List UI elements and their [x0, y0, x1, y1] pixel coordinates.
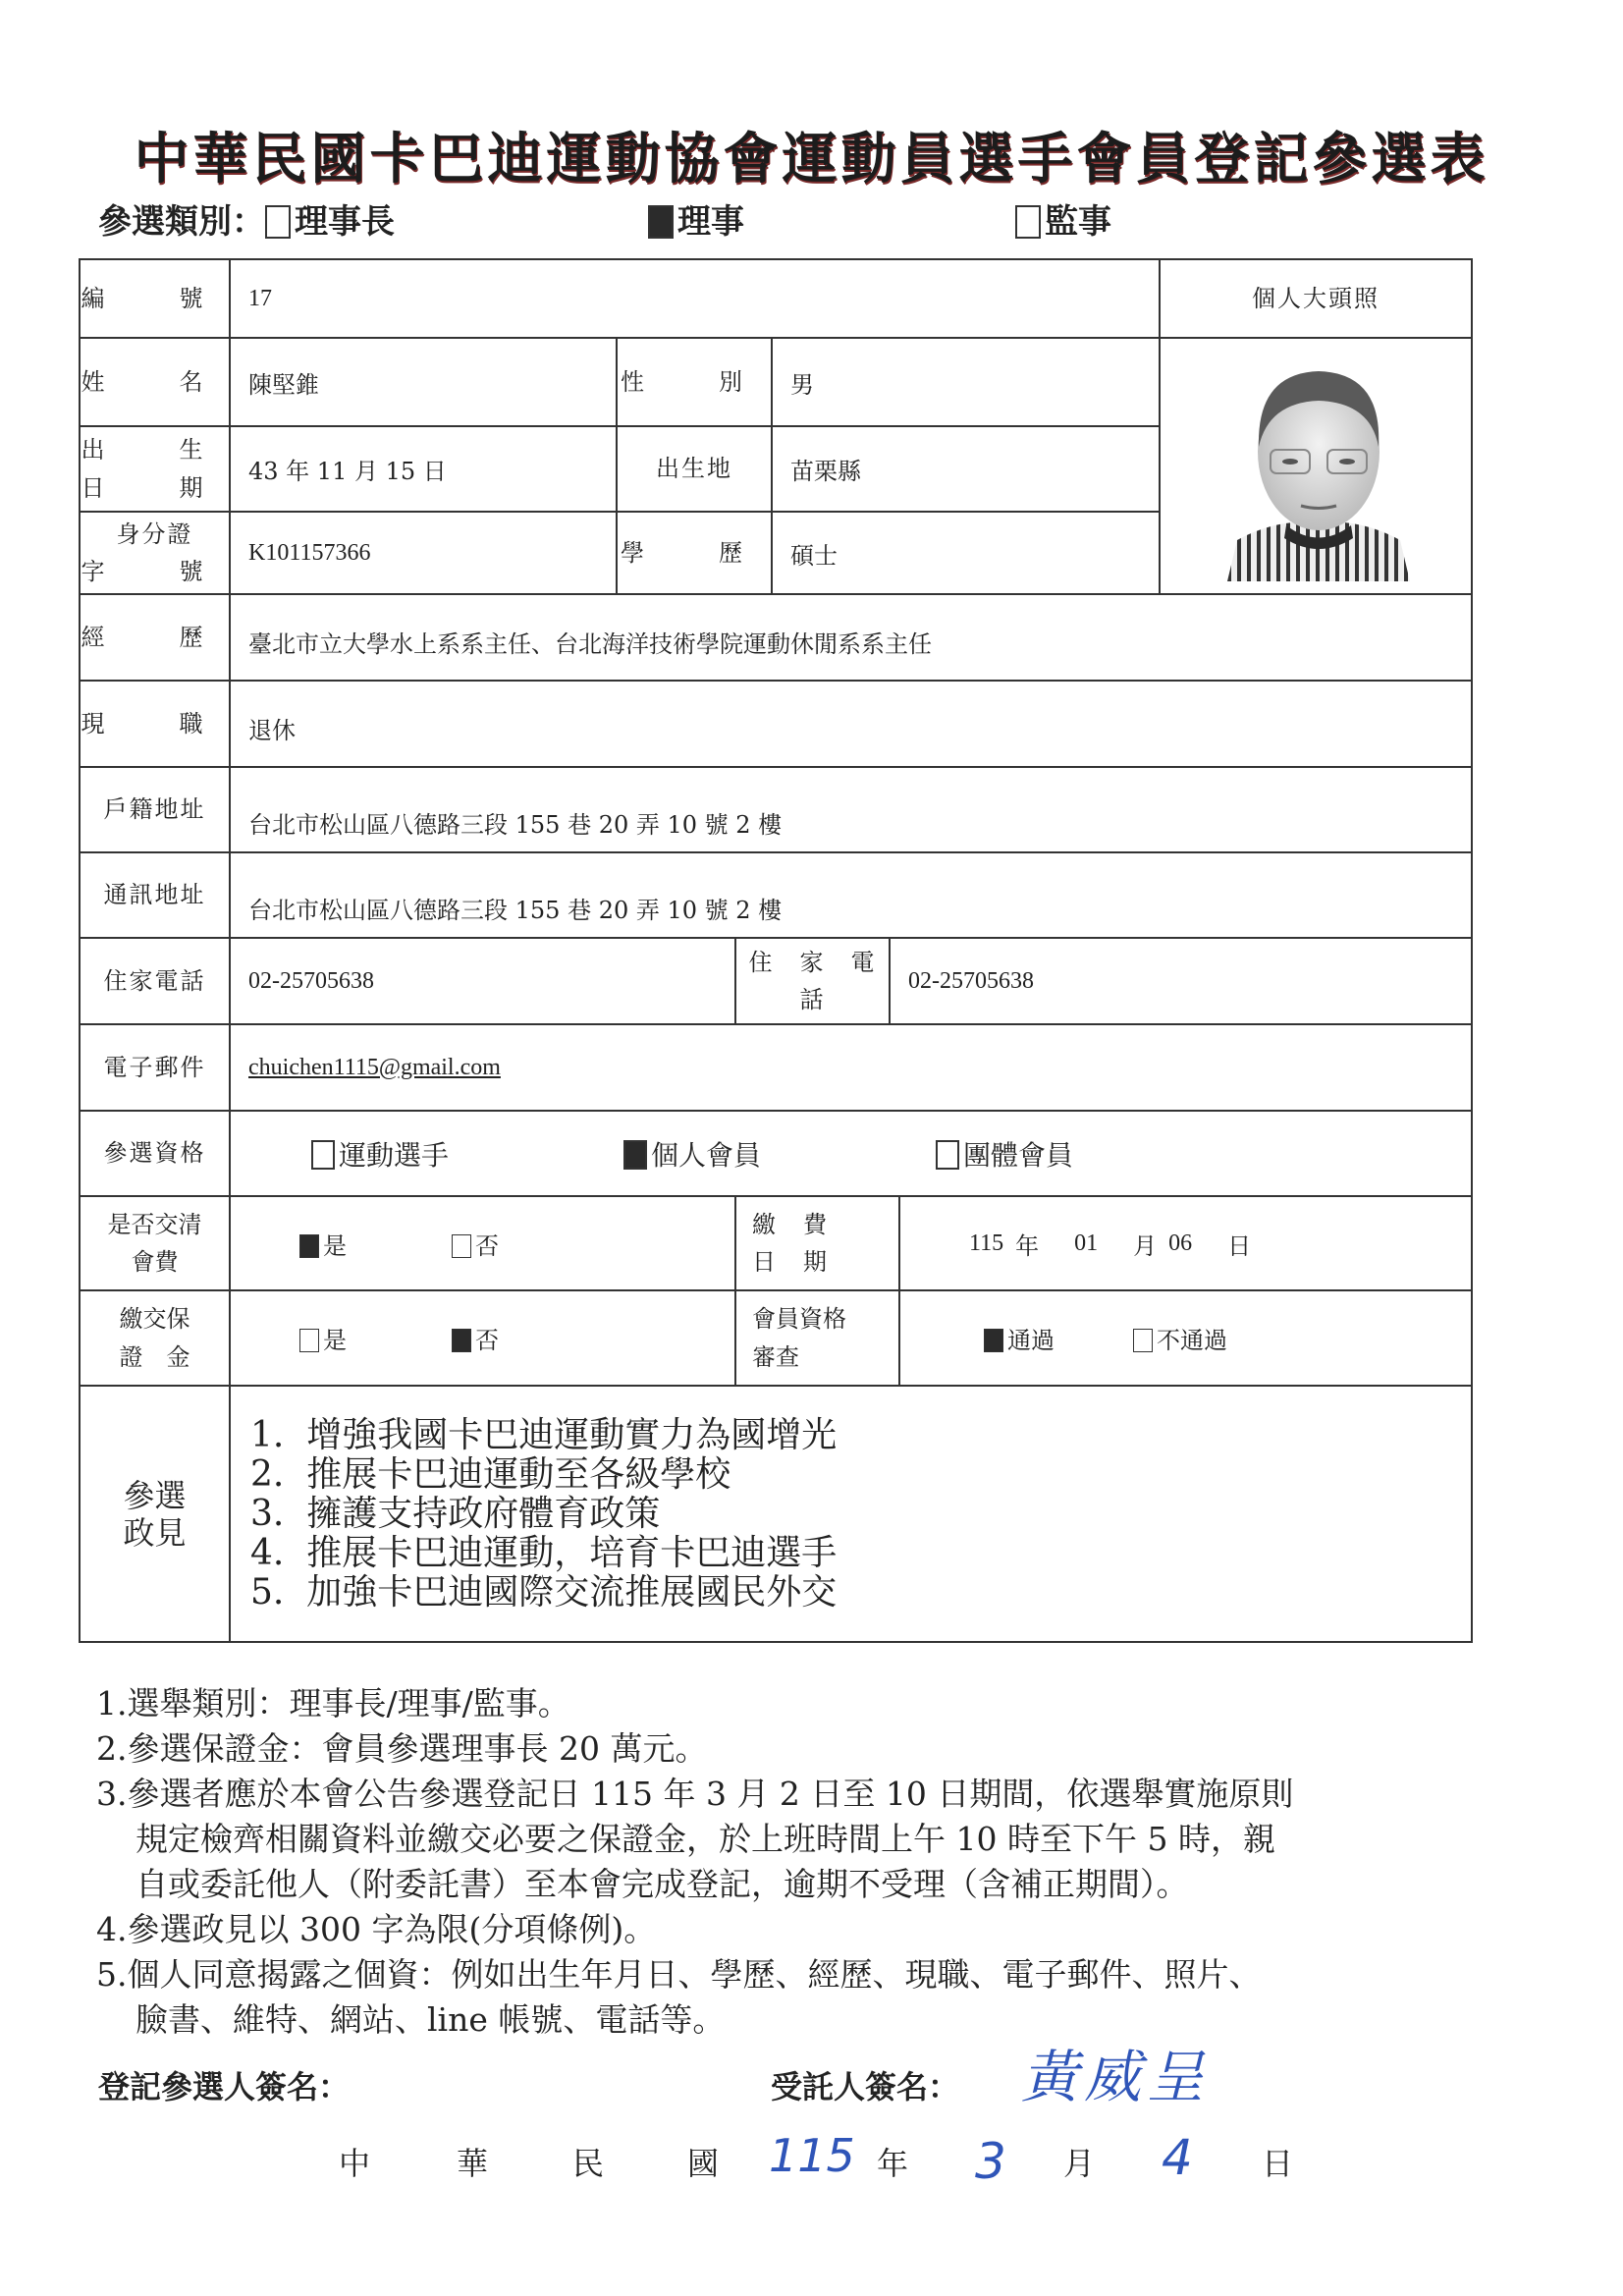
qualification-options — [231, 1112, 1471, 1195]
fees-paid-no: 否 — [452, 1227, 499, 1261]
email-cell — [231, 1025, 1471, 1110]
note-item: 5.個人同意揭露之個資：例如出生年月日、學歷、經歷、現職、電子郵件、照片、 — [96, 1955, 1262, 1994]
checkbox-deposit-no[interactable] — [452, 1329, 471, 1352]
note-item: 4.參選政見以 300 字為限(分項條例)。 — [96, 1910, 657, 1948]
platform-item: 4. 推展卡巴迪運動，培育卡巴迪選手 — [250, 1532, 838, 1573]
note-item: 規定檢齊相關資料並繳交必要之保證金，於上班時間上午 10 時至下午 5 時，親 — [135, 1820, 1275, 1858]
qualification-option-individual: 個人會員 — [623, 1134, 761, 1174]
candidate-signature-field[interactable] — [393, 2057, 687, 2097]
payment-date-label: 繳 費 日 期 — [752, 1210, 829, 1276]
registered-address-label: 戶籍地址 — [103, 795, 206, 824]
option-director-label: 理事 — [677, 202, 744, 242]
checkbox-chairman[interactable] — [265, 205, 291, 239]
fees-paid-options — [231, 1197, 734, 1289]
qualification-label: 參選資格 — [103, 1139, 206, 1168]
candidate-photo — [1217, 354, 1420, 581]
proxy-signature[interactable]: 黃威呈 — [1021, 2044, 1211, 2110]
home-phone2-value: 02-25705638 — [908, 967, 1034, 994]
membership-review-label: 會員資格 審查 — [752, 1305, 846, 1371]
experience-value: 臺北市立大學水上系系主任、台北海洋技術學院運動休閒系系主任 — [248, 630, 932, 658]
email-link[interactable]: chuichen1115@gmail.com — [248, 1054, 501, 1080]
review-pass: 通過 — [984, 1321, 1055, 1355]
mailing-address-label: 通訊地址 — [103, 881, 206, 909]
name-label: 姓 名 — [81, 367, 229, 396]
qualification-option-group: 團體會員 — [936, 1134, 1073, 1174]
category-option-director — [648, 194, 744, 243]
number-label: 編 號 — [81, 284, 229, 312]
candidate-signature-label: 登記參選人簽名： — [98, 2068, 351, 2105]
date-era-3: 民 — [572, 2145, 605, 2182]
date-era-4: 國 — [687, 2145, 720, 2182]
note-item: 1.選舉類別：理事長/理事/監事。 — [96, 1684, 570, 1722]
experience-label: 經 歷 — [81, 623, 229, 651]
birth-place-label: 出生地 — [656, 455, 732, 483]
checkbox-athlete[interactable] — [311, 1140, 335, 1170]
birth-place-value: 苗栗縣 — [790, 458, 861, 485]
email-label: 電子郵件 — [103, 1053, 206, 1081]
platform-label: 參選 政見 — [123, 1476, 187, 1552]
gender-value: 男 — [790, 370, 814, 399]
deposit-paid-options — [231, 1291, 734, 1385]
date-year-unit: 年 — [877, 2145, 909, 2182]
payment-date-value: 115 年 01 月 06 日 — [969, 1230, 1252, 1260]
deposit-paid-yes: 是 — [299, 1321, 347, 1355]
deposit-paid-label: 繳交保 證 金 — [119, 1305, 190, 1371]
registered-address-value: 台北市松山區八德路三段 155 巷 20 弄 10 號 2 樓 — [248, 811, 783, 839]
review-fail: 不通過 — [1133, 1321, 1227, 1355]
note-item: 臉書、維特、網站、line 帳號、電話等。 — [135, 2000, 726, 2039]
date-day-handwritten[interactable]: 4 — [1162, 2129, 1193, 2186]
education-label: 學 歷 — [621, 538, 768, 567]
photo-label: 個人大頭照 — [1252, 284, 1380, 312]
form-title: 中華民國卡巴迪運動協會運動員選手會員登記參選表 — [134, 127, 1489, 191]
date-day-unit: 日 — [1262, 2145, 1294, 2182]
note-item: 2.參選保證金：會員參選理事長 20 萬元。 — [96, 1729, 708, 1768]
date-month-handwritten[interactable]: 3 — [975, 2133, 1006, 2190]
proxy-signature-label: 受託人簽名： — [771, 2068, 960, 2105]
date-year-handwritten[interactable]: 115 — [769, 2129, 855, 2182]
birth-date-value: 43 年 11 月 15 日 — [248, 458, 447, 485]
platform-item: 2. 推展卡巴迪運動至各級學校 — [250, 1453, 731, 1495]
option-supervisor-label: 監事 — [1045, 202, 1111, 242]
platform-item: 5. 加強卡巴迪國際交流推展國民外交 — [250, 1571, 838, 1613]
election-category — [98, 194, 395, 243]
home-phone-value: 02-25705638 — [248, 967, 374, 994]
checkbox-fees-no[interactable] — [452, 1234, 471, 1258]
home-phone2-label: 住 家 電 話 — [748, 948, 877, 1013]
id-number-label: 身分證 字 號 — [81, 519, 229, 585]
checkbox-fees-yes[interactable] — [299, 1234, 319, 1258]
category-option-supervisor — [1015, 194, 1111, 243]
category-label: 參選類別： — [98, 202, 265, 242]
gender-label: 性 別 — [621, 367, 768, 396]
current-job-value: 退休 — [248, 717, 296, 744]
deposit-paid-no: 否 — [452, 1321, 499, 1355]
membership-review-options — [900, 1291, 1471, 1385]
note-item: 3.參選者應於本會公告參選登記日 115 年 3 月 2 日至 10 日期間，依選舉實施原則 — [96, 1775, 1294, 1813]
notes-list — [96, 1681, 1293, 2043]
platform-item: 3. 擁護支持政府體育政策 — [250, 1493, 661, 1534]
current-job-label: 現 職 — [81, 709, 229, 738]
note-item: 自或委託他人（附委託書）至本會完成登記，逾期不受理（含補正期間）。 — [135, 1865, 1189, 1903]
checkbox-deposit-yes[interactable] — [299, 1329, 319, 1352]
home-phone-label: 住家電話 — [103, 966, 206, 995]
checkbox-group-member[interactable] — [936, 1140, 959, 1170]
checkbox-review-pass[interactable] — [984, 1329, 1003, 1352]
id-number-value: K101157366 — [248, 539, 371, 566]
option-chairman-label: 理事長 — [295, 202, 395, 242]
education-value: 碩士 — [790, 541, 838, 570]
name-value: 陳堅錐 — [248, 370, 319, 399]
fees-paid-label: 是否交清 會費 — [107, 1210, 202, 1276]
checkbox-supervisor[interactable] — [1015, 205, 1041, 239]
fees-paid-yes: 是 — [299, 1227, 347, 1261]
checkbox-individual-member[interactable] — [623, 1140, 647, 1170]
platform-item: 1. 增強我國卡巴迪運動實力為國增光 — [250, 1414, 838, 1455]
mailing-address-value: 台北市松山區八德路三段 155 巷 20 弄 10 號 2 樓 — [248, 897, 783, 924]
number-value: 17 — [248, 285, 272, 311]
date-month-unit: 月 — [1063, 2145, 1096, 2182]
checkbox-director[interactable] — [648, 205, 674, 239]
date-era-2: 華 — [457, 2145, 489, 2182]
qualification-option-athlete: 運動選手 — [311, 1134, 449, 1174]
checkbox-review-fail[interactable] — [1133, 1329, 1153, 1352]
date-era-1: 中 — [339, 2145, 371, 2182]
platform-list — [231, 1387, 1471, 1641]
birth-date-label: 出 生 日 期 — [81, 436, 229, 502]
